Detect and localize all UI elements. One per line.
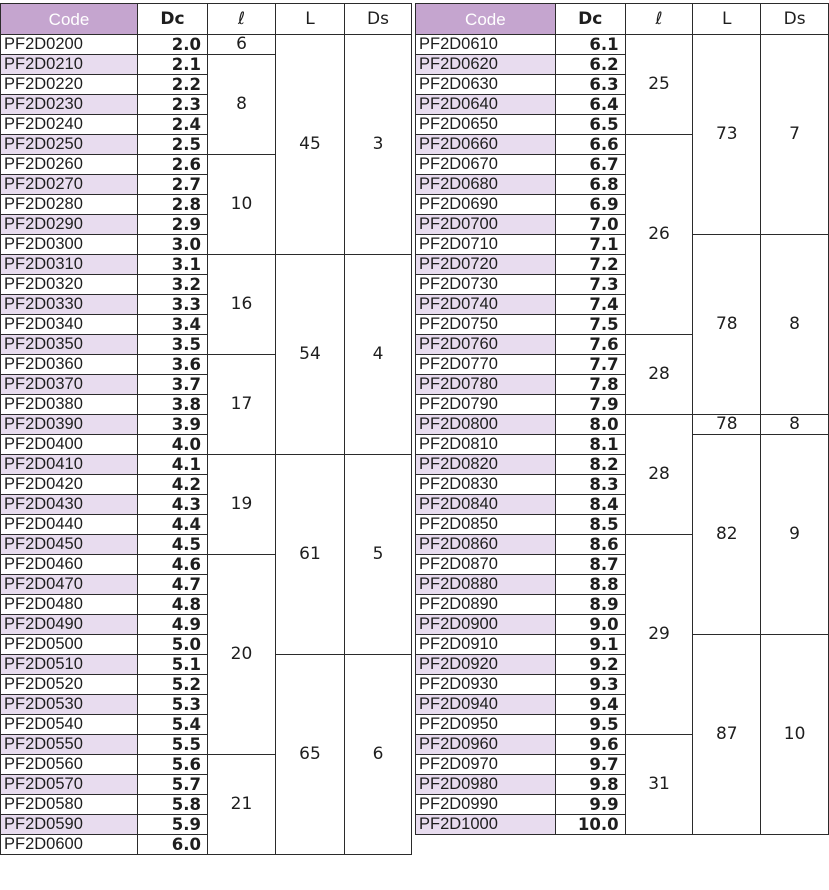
dc-cell: 4.9 (138, 615, 208, 635)
header-l: ℓ (625, 4, 693, 35)
dc-cell: 6.7 (555, 155, 625, 175)
dc-cell: 2.0 (138, 35, 208, 55)
code-cell: PF2D0700 (416, 215, 556, 235)
code-cell: PF2D0760 (416, 335, 556, 355)
table-row (1, 455, 412, 475)
dc-cell: 4.0 (138, 435, 208, 455)
code-cell: PF2D0510 (1, 655, 138, 675)
code-cell: PF2D0460 (1, 555, 138, 575)
table-row (416, 415, 829, 435)
dc-cell: 8.6 (555, 535, 625, 555)
header-row (1, 4, 412, 35)
dc-cell: 5.8 (138, 795, 208, 815)
dc-cell: 7.6 (555, 335, 625, 355)
code-cell: PF2D0570 (1, 775, 138, 795)
code-cell: PF2D0860 (416, 535, 556, 555)
code-cell: PF2D0540 (1, 715, 138, 735)
length-cell: 45 (276, 35, 345, 255)
code-cell: PF2D0360 (1, 355, 138, 375)
code-cell: PF2D0840 (416, 495, 556, 515)
code-cell: PF2D0980 (416, 775, 556, 795)
code-cell: PF2D0720 (416, 255, 556, 275)
code-cell: PF2D0250 (1, 135, 138, 155)
dc-cell: 4.4 (138, 515, 208, 535)
dc-cell: 8.5 (555, 515, 625, 535)
dc-cell: 2.4 (138, 115, 208, 135)
dc-cell: 3.2 (138, 275, 208, 295)
table-row (416, 35, 829, 55)
code-cell: PF2D0240 (1, 115, 138, 135)
code-cell: PF2D0600 (1, 835, 138, 855)
l-cell: 26 (625, 135, 693, 335)
code-cell: PF2D0340 (1, 315, 138, 335)
l-cell: 10 (208, 155, 276, 255)
code-cell: PF2D0430 (1, 495, 138, 515)
ds-cell: 6 (345, 655, 412, 855)
header-row (416, 4, 829, 35)
code-cell: PF2D0730 (416, 275, 556, 295)
code-cell: PF2D0800 (416, 415, 556, 435)
header-ds: Ds (345, 4, 412, 35)
header-L: L (693, 4, 761, 35)
code-cell: PF2D0920 (416, 655, 556, 675)
header-dc: Dc (138, 4, 208, 35)
code-cell: PF2D0850 (416, 515, 556, 535)
dc-cell: 9.3 (555, 675, 625, 695)
dc-cell: 5.0 (138, 635, 208, 655)
code-cell: PF2D0550 (1, 735, 138, 755)
table-row (1, 35, 412, 55)
dc-cell: 8.0 (555, 415, 625, 435)
code-cell: PF2D0320 (1, 275, 138, 295)
code-cell: PF2D0690 (416, 195, 556, 215)
dc-cell: 3.7 (138, 375, 208, 395)
l-cell: 19 (208, 455, 276, 555)
dc-cell: 2.3 (138, 95, 208, 115)
code-cell: PF2D0750 (416, 315, 556, 335)
code-cell: PF2D0640 (416, 95, 556, 115)
l-cell: 31 (625, 735, 693, 835)
dc-cell: 4.5 (138, 535, 208, 555)
dc-cell: 5.3 (138, 695, 208, 715)
dc-cell: 5.5 (138, 735, 208, 755)
dc-cell: 2.1 (138, 55, 208, 75)
code-cell: PF2D0450 (1, 535, 138, 555)
dc-cell: 7.2 (555, 255, 625, 275)
code-cell: PF2D0890 (416, 595, 556, 615)
dc-cell: 6.3 (555, 75, 625, 95)
code-cell: PF2D1000 (416, 815, 556, 835)
dc-cell: 8.4 (555, 495, 625, 515)
header-L: L (276, 4, 345, 35)
dc-cell: 7.5 (555, 315, 625, 335)
dc-cell: 6.6 (555, 135, 625, 155)
dc-cell: 8.2 (555, 455, 625, 475)
dc-cell: 2.8 (138, 195, 208, 215)
length-cell: 61 (276, 455, 345, 655)
code-cell: PF2D0300 (1, 235, 138, 255)
code-cell: PF2D0500 (1, 635, 138, 655)
code-cell: PF2D0390 (1, 415, 138, 435)
dc-cell: 5.9 (138, 815, 208, 835)
length-cell: 65 (276, 655, 345, 855)
length-cell: 73 (693, 35, 761, 235)
length-cell: 87 (693, 635, 761, 835)
l-cell: 21 (208, 755, 276, 855)
dc-cell: 6.9 (555, 195, 625, 215)
code-cell: PF2D0330 (1, 295, 138, 315)
dc-cell: 3.1 (138, 255, 208, 275)
code-cell: PF2D0790 (416, 395, 556, 415)
dc-cell: 4.2 (138, 475, 208, 495)
ds-cell: 4 (345, 255, 412, 455)
code-cell: PF2D0270 (1, 175, 138, 195)
dc-cell: 6.0 (138, 835, 208, 855)
length-cell: 78 (693, 415, 761, 435)
dc-cell: 6.1 (555, 35, 625, 55)
dc-cell: 9.5 (555, 715, 625, 735)
code-cell: PF2D0400 (1, 435, 138, 455)
code-cell: PF2D0990 (416, 795, 556, 815)
dc-cell: 6.2 (555, 55, 625, 75)
dc-cell: 9.9 (555, 795, 625, 815)
dc-cell: 6.4 (555, 95, 625, 115)
dc-cell: 3.8 (138, 395, 208, 415)
code-cell: PF2D0710 (416, 235, 556, 255)
dc-cell: 2.7 (138, 175, 208, 195)
dc-cell: 9.2 (555, 655, 625, 675)
code-cell: PF2D0960 (416, 735, 556, 755)
dc-cell: 9.6 (555, 735, 625, 755)
code-cell: PF2D0480 (1, 595, 138, 615)
dc-cell: 10.0 (555, 815, 625, 835)
code-cell: PF2D0530 (1, 695, 138, 715)
code-cell: PF2D0810 (416, 435, 556, 455)
code-cell: PF2D0770 (416, 355, 556, 375)
code-cell: PF2D0260 (1, 155, 138, 175)
dc-cell: 9.4 (555, 695, 625, 715)
header-dc: Dc (555, 4, 625, 35)
dc-cell: 3.9 (138, 415, 208, 435)
code-cell: PF2D0560 (1, 755, 138, 775)
dc-cell: 3.5 (138, 335, 208, 355)
length-cell: 82 (693, 435, 761, 635)
ds-cell: 9 (761, 435, 829, 635)
code-cell: PF2D0590 (1, 815, 138, 835)
dc-cell: 9.0 (555, 615, 625, 635)
code-cell: PF2D0200 (1, 35, 138, 55)
dc-cell: 5.6 (138, 755, 208, 775)
code-cell: PF2D0930 (416, 675, 556, 695)
header-code: Code (1, 4, 138, 35)
code-cell: PF2D0950 (416, 715, 556, 735)
code-cell: PF2D0280 (1, 195, 138, 215)
dc-cell: 3.4 (138, 315, 208, 335)
ds-cell: 3 (345, 35, 412, 255)
ds-cell: 10 (761, 635, 829, 835)
dc-cell: 7.7 (555, 355, 625, 375)
dc-cell: 7.0 (555, 215, 625, 235)
code-cell: PF2D0680 (416, 175, 556, 195)
dc-cell: 8.3 (555, 475, 625, 495)
code-cell: PF2D0830 (416, 475, 556, 495)
dc-cell: 5.7 (138, 775, 208, 795)
dc-cell: 8.7 (555, 555, 625, 575)
header-code: Code (416, 4, 556, 35)
ds-cell: 8 (761, 415, 829, 435)
length-cell: 78 (693, 235, 761, 415)
code-cell: PF2D0380 (1, 395, 138, 415)
l-cell: 6 (208, 35, 276, 55)
dc-cell: 7.3 (555, 275, 625, 295)
dc-cell: 9.8 (555, 775, 625, 795)
ds-cell: 7 (761, 35, 829, 235)
code-cell: PF2D0880 (416, 575, 556, 595)
dc-cell: 7.8 (555, 375, 625, 395)
header-l: ℓ (208, 4, 276, 35)
l-cell: 25 (625, 35, 693, 135)
code-cell: PF2D0630 (416, 75, 556, 95)
dc-cell: 4.6 (138, 555, 208, 575)
header-ds: Ds (761, 4, 829, 35)
code-cell: PF2D0610 (416, 35, 556, 55)
code-cell: PF2D0970 (416, 755, 556, 775)
dc-cell: 4.1 (138, 455, 208, 475)
code-cell: PF2D0650 (416, 115, 556, 135)
code-cell: PF2D0660 (416, 135, 556, 155)
code-cell: PF2D0210 (1, 55, 138, 75)
dc-cell: 2.5 (138, 135, 208, 155)
code-cell: PF2D0870 (416, 555, 556, 575)
length-cell: 54 (276, 255, 345, 455)
code-cell: PF2D0310 (1, 255, 138, 275)
code-cell: PF2D0230 (1, 95, 138, 115)
dc-cell: 8.8 (555, 575, 625, 595)
code-cell: PF2D0910 (416, 635, 556, 655)
dc-cell: 4.7 (138, 575, 208, 595)
l-cell: 8 (208, 55, 276, 155)
code-cell: PF2D0740 (416, 295, 556, 315)
code-cell: PF2D0220 (1, 75, 138, 95)
dc-cell: 9.1 (555, 635, 625, 655)
table-row (1, 255, 412, 275)
code-cell: PF2D0900 (416, 615, 556, 635)
code-cell: PF2D0940 (416, 695, 556, 715)
code-cell: PF2D0820 (416, 455, 556, 475)
dc-cell: 3.3 (138, 295, 208, 315)
dc-cell: 5.2 (138, 675, 208, 695)
table-row (416, 235, 829, 255)
code-cell: PF2D0520 (1, 675, 138, 695)
dc-cell: 3.6 (138, 355, 208, 375)
dc-cell: 7.4 (555, 295, 625, 315)
l-cell: 16 (208, 255, 276, 355)
l-cell: 17 (208, 355, 276, 455)
code-cell: PF2D0350 (1, 335, 138, 355)
code-cell: PF2D0620 (416, 55, 556, 75)
table-row (416, 435, 829, 455)
l-cell: 28 (625, 415, 693, 535)
code-cell: PF2D0780 (416, 375, 556, 395)
code-cell: PF2D0490 (1, 615, 138, 635)
code-cell: PF2D0580 (1, 795, 138, 815)
dc-cell: 8.1 (555, 435, 625, 455)
dc-cell: 2.9 (138, 215, 208, 235)
dc-cell: 2.6 (138, 155, 208, 175)
code-cell: PF2D0670 (416, 155, 556, 175)
code-cell: PF2D0410 (1, 455, 138, 475)
dc-cell: 4.8 (138, 595, 208, 615)
dc-cell: 8.9 (555, 595, 625, 615)
dc-cell: 6.8 (555, 175, 625, 195)
dc-cell: 6.5 (555, 115, 625, 135)
code-cell: PF2D0290 (1, 215, 138, 235)
dc-cell: 4.3 (138, 495, 208, 515)
table-row (416, 635, 829, 655)
dc-cell: 7.9 (555, 395, 625, 415)
code-cell: PF2D0370 (1, 375, 138, 395)
dc-cell: 5.1 (138, 655, 208, 675)
spec-table-right (415, 3, 829, 835)
dc-cell: 7.1 (555, 235, 625, 255)
l-cell: 29 (625, 535, 693, 735)
table-row (1, 655, 412, 675)
ds-cell: 5 (345, 455, 412, 655)
spec-table-left (0, 3, 412, 855)
l-cell: 20 (208, 555, 276, 755)
dc-cell: 5.4 (138, 715, 208, 735)
code-cell: PF2D0440 (1, 515, 138, 535)
ds-cell: 8 (761, 235, 829, 415)
code-cell: PF2D0470 (1, 575, 138, 595)
dc-cell: 2.2 (138, 75, 208, 95)
dc-cell: 3.0 (138, 235, 208, 255)
l-cell: 28 (625, 335, 693, 415)
dc-cell: 9.7 (555, 755, 625, 775)
code-cell: PF2D0420 (1, 475, 138, 495)
